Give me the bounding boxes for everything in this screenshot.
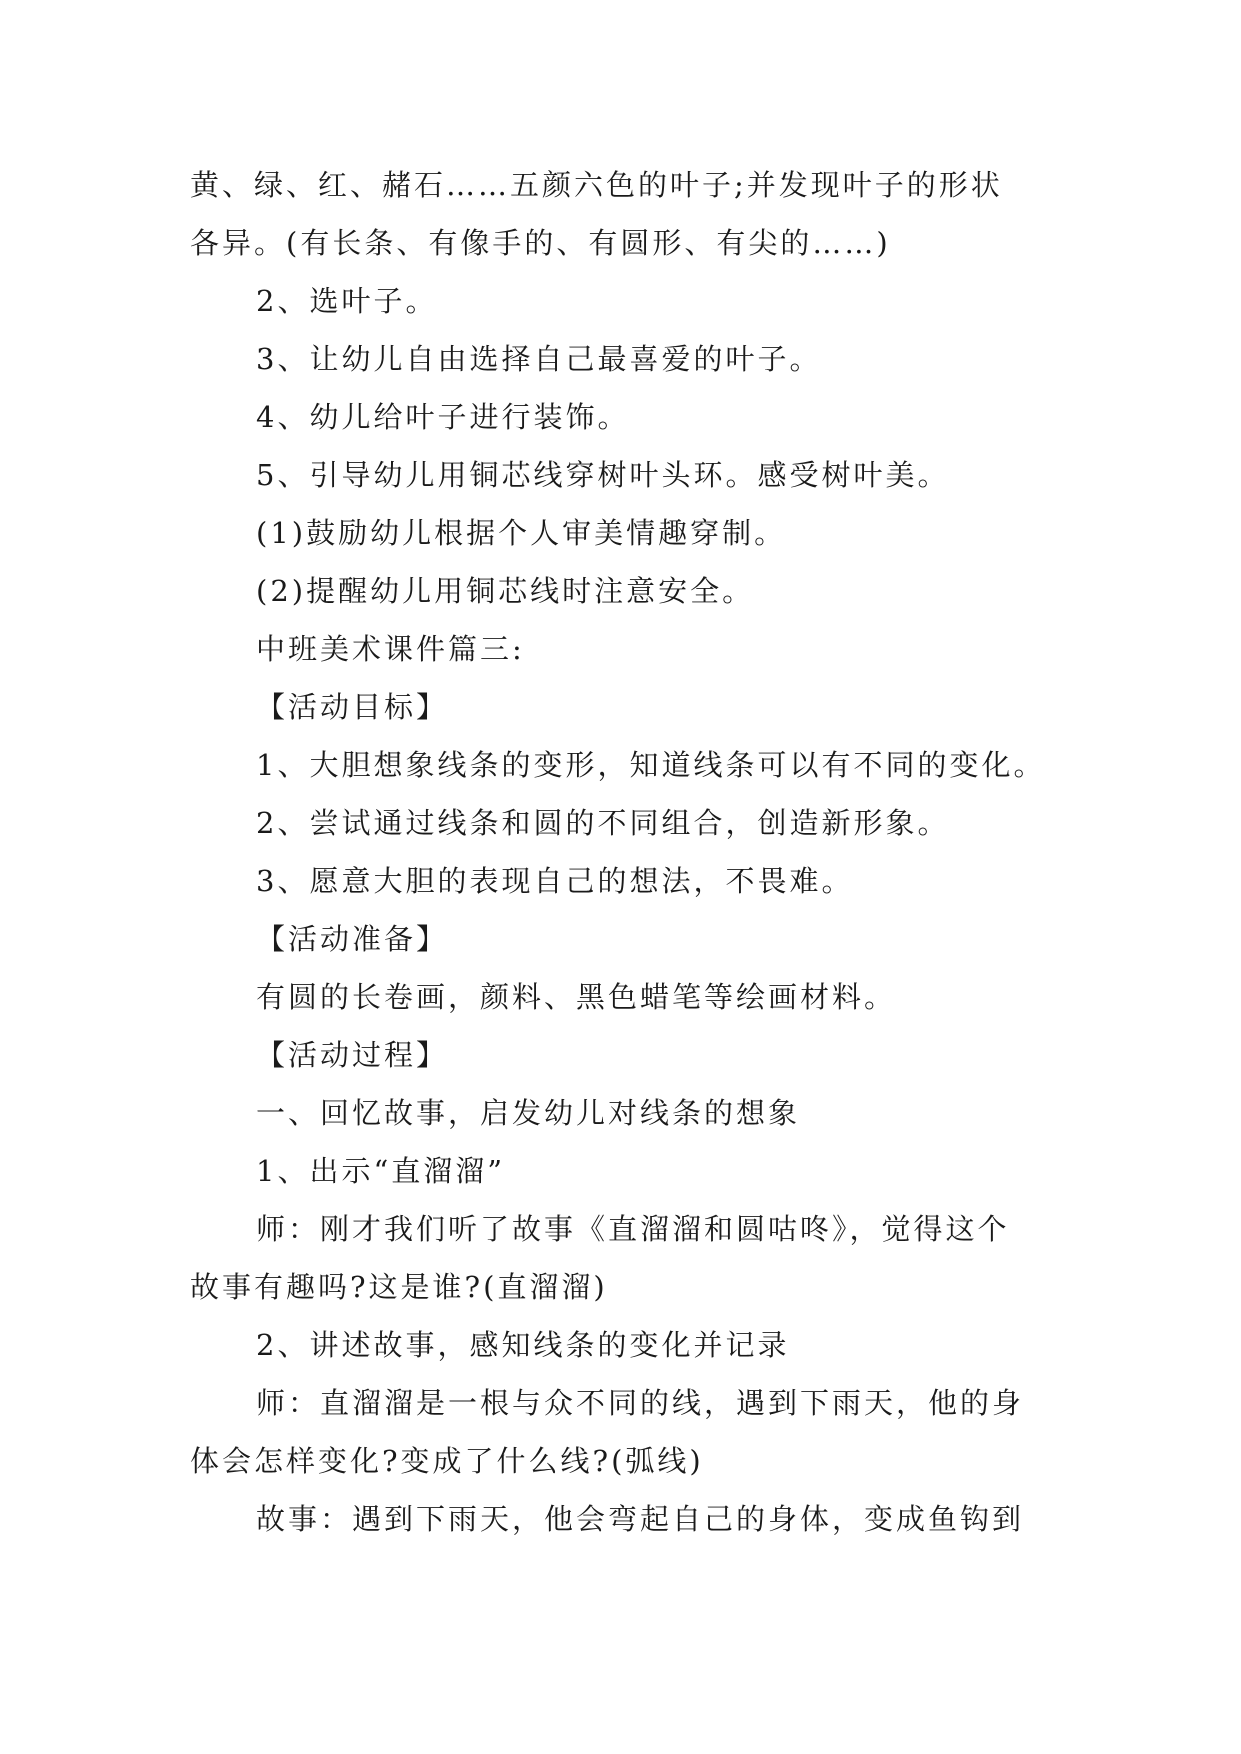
section-title: 中班美术课件篇三: [256,632,525,666]
paragraph-line: 故事有趣吗?这是谁?(直溜溜) [190,1270,608,1304]
list-item: 2、选叶子。 [256,284,438,318]
list-item: 3、愿意大胆的表现自己的想法，不畏难。 [256,864,854,898]
list-item: 2、讲述故事，感知线条的变化并记录 [256,1328,790,1362]
list-item: 3、让幼儿自由选择自己最喜爱的叶子。 [256,342,822,376]
paragraph-line: 体会怎样变化?变成了什么线?(弧线) [190,1444,704,1478]
sub-list-item: (1)鼓励幼儿根据个人审美情趣穿制。 [256,516,787,550]
section-heading: 【活动目标】 [256,690,449,724]
list-item: 4、幼儿给叶子进行装饰。 [256,400,630,434]
paragraph-line: 师：直溜溜是一根与众不同的线，遇到下雨天，他的身 [256,1386,1025,1420]
list-item: 1、大胆想象线条的变形，知道线条可以有不同的变化。 [256,748,1046,782]
paragraph-line: 有圆的长卷画，颜料、黑色蜡笔等绘画材料。 [256,980,897,1014]
sub-list-item: (2)提醒幼儿用铜芯线时注意安全。 [256,574,755,608]
list-item: 1、出示“直溜溜” [256,1154,506,1188]
section-heading: 【活动过程】 [256,1038,449,1072]
paragraph-line: 故事：遇到下雨天，他会弯起自己的身体，变成鱼钩到 [256,1502,1025,1536]
section-heading: 【活动准备】 [256,922,449,956]
list-item: 2、尝试通过线条和圆的不同组合，创造新形象。 [256,806,950,840]
paragraph-line: 各异。(有长条、有像手的、有圆形、有尖的……) [190,226,891,260]
list-item: 5、引导幼儿用铜芯线穿树叶头环。感受树叶美。 [256,458,950,492]
paragraph-line: 一、回忆故事，启发幼儿对线条的想象 [256,1096,801,1130]
paragraph-line: 师：刚才我们听了故事《直溜溜和圆咕咚》，觉得这个 [256,1212,1010,1246]
paragraph-line: 黄、绿、红、赭石……五颜六色的叶子;并发现叶子的形状 [190,168,1003,202]
